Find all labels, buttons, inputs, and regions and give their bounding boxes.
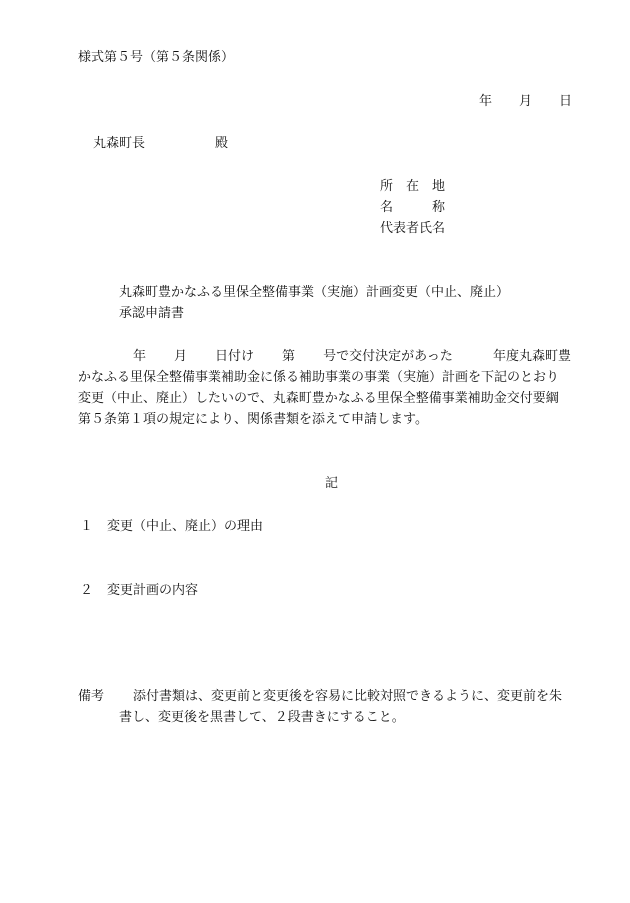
body-year: 年 — [133, 349, 147, 364]
body-day-dated: 日付け — [215, 349, 255, 364]
form-label: 様式第５号（第５条関係） — [78, 50, 235, 65]
document-title-line2: 承認申請書 — [119, 306, 185, 321]
date-year: 年 — [479, 94, 493, 109]
addressee — [93, 136, 228, 152]
remarks-line2: 書し、変更後を黒書して、２段書きにすること。 — [119, 710, 405, 725]
item-2-number: ２ — [80, 583, 94, 598]
date-month: 月 — [519, 94, 533, 109]
applicant-representative: 代表者氏名 — [380, 221, 446, 236]
remarks-label: 備考 — [78, 689, 105, 704]
item-2 — [80, 583, 198, 599]
item-1-text: 変更（中止、廃止）の理由 — [107, 519, 264, 534]
document-title-line1: 丸森町豊かなふる里保全整備事業（実施）計画変更（中止、廃止） — [119, 285, 510, 300]
body-month: 月 — [174, 349, 188, 364]
addressee-name: 丸森町長 — [93, 136, 146, 151]
body-line3: 変更（中止、廃止）したいので、丸森町豊かなふる里保全整備事業補助金交付要綱 — [78, 391, 559, 406]
addressee-honorific: 殿 — [215, 136, 229, 151]
item-1-number: １ — [80, 519, 94, 534]
body-line2: かなふる里保全整備事業補助金に係る補助事業の事業（実施）計画を下記のとおり — [78, 370, 560, 385]
body-go: 号で交付決定があった — [323, 349, 453, 364]
date-day: 日 — [559, 94, 573, 109]
item-2-text: 変更計画の内容 — [107, 583, 199, 598]
ki-heading: 記 — [325, 476, 339, 491]
remarks-line1: 添付書類は、変更前と変更後を容易に比較対照できるように、変更前を朱 — [133, 689, 563, 704]
body-line4: 第５条第１項の規定により、関係書類を添えて申請します。 — [78, 412, 428, 427]
applicant-name: 名 称 — [380, 200, 446, 215]
body-fiscal-year: 年度丸森町豊 — [492, 349, 571, 364]
item-1 — [80, 519, 263, 535]
date-row — [479, 94, 572, 110]
body-dai: 第 — [282, 349, 296, 364]
body-line1 — [133, 349, 571, 365]
applicant-location: 所 在 地 — [380, 179, 446, 194]
